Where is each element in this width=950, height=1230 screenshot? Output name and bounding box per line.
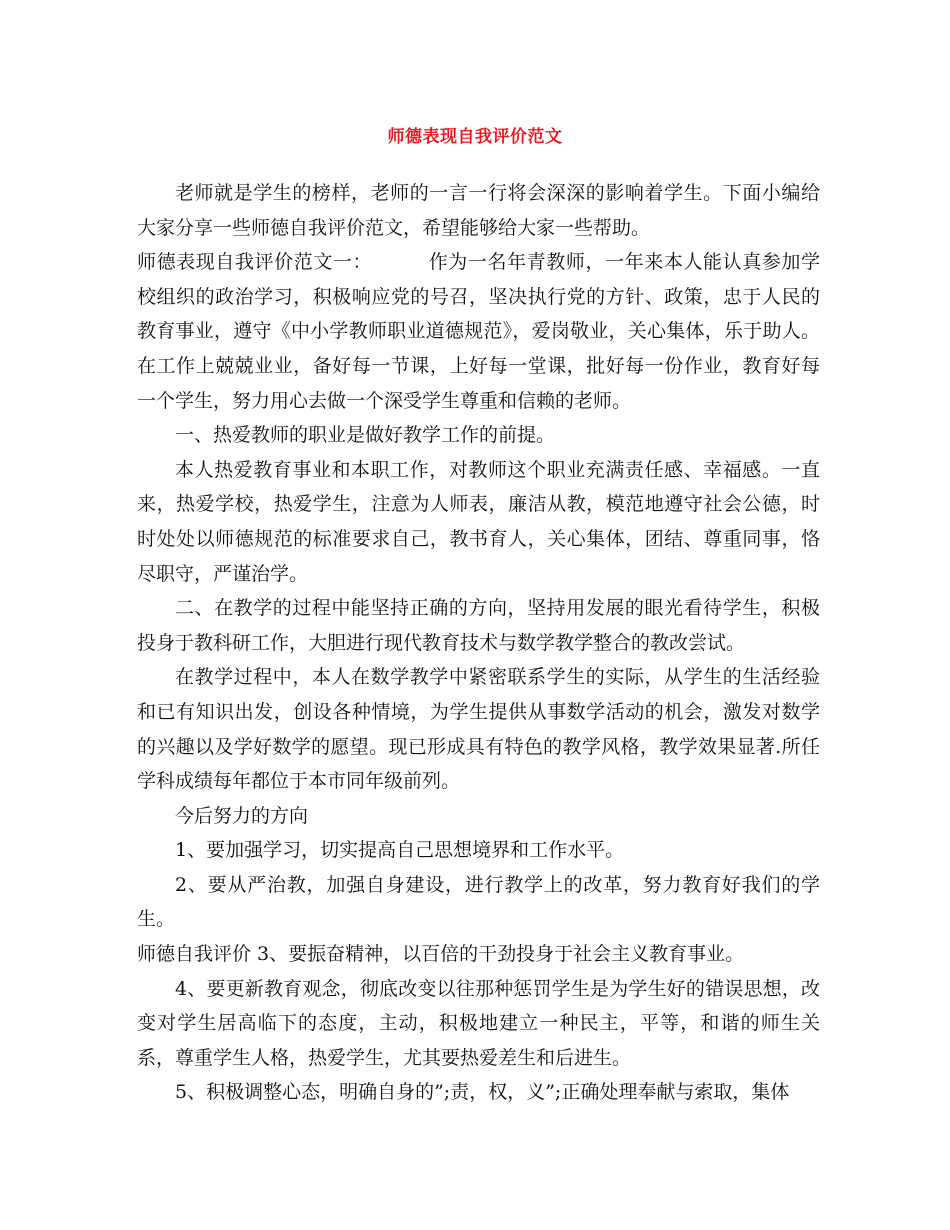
section-paragraph-1: 本人热爱教育事业和本职工作，对教师这个职业充满责任感、幸福感。一直来，热爱学校，热爱学生，注意为人师表，廉洁从教，模范地遵守社会公德，时时处处以师德规范的标准要求自己，教书育人，关心集体，团结、尊重同事，恪尽职守，严谨治学。 — [137, 458, 820, 585]
list-item-4: 4、要更新教育观念，彻底改变以往那种惩罚学生是为学生好的错误思想，改变对学生居高临下的态度，主动，积极地建立一种民主，平等，和谐的师生关系，尊重学生人格，热爱学生，尤其要热爱差生和后进生。 — [137, 977, 820, 1069]
section-paragraph-2: 在教学过程中，本人在数学教学中紧密联系学生的实际，从学生的生活经验和已有知识出发，创设各种情境，为学生提供从事数学活动的机会，激发对数学的兴趣以及学好数学的愿望。现已形成具有特色的教学风格，教学效果显著.所任学科成绩每年都位于本市同年级前列。 — [137, 666, 820, 793]
sample-body: 作为一名年青教师，一年来本人能认真参加学校组织的政治学习，积极响应党的号召，坚决执行党的方针、政策，忠于人民的教育事业，遵守《中小学教师职业道德规范》，爱岗敬业，关心集体，乐于助人。在工作上兢兢业业，备好每一节课，上好每一堂课，批好每一份作业，教育好每一个学生，努力用心去做一个深受学生尊重和信赖的老师。 — [137, 251, 820, 412]
document-title: 师德表现自我评价范文 — [387, 127, 563, 147]
list-item-2: 2、要从严治教，加强自身建设，进行教学上的改革，努力教育好我们的学生。 — [137, 873, 820, 931]
sample-paragraph — [137, 245, 820, 418]
intro-paragraph: 老师就是学生的榜样，老师的一言一行将会深深的影响着学生。下面小编给大家分享一些师德自我评价范文，希望能够给大家一些帮助。 — [137, 182, 820, 239]
section-heading-1: 一、热爱教师的职业是做好教学工作的前提。 — [175, 424, 556, 447]
list-item-3: 师德自我评价 3、要振奋精神，以百倍的干劲投身于社会主义教育事业。 — [137, 943, 745, 966]
list-item-1: 1、要加强学习，切实提高自己思想境界和工作水平。 — [175, 839, 625, 862]
section-heading-3: 今后努力的方向 — [175, 804, 309, 827]
list-item-5: 5、积极调整心态，明确自身的”;责，权，义”;正确处理奉献与索取，集体 — [175, 1081, 790, 1104]
section-heading-2: 二、在教学的过程中能坚持正确的方向，坚持用发展的眼光看待学生，积极投身于教科研工作，大胆进行现代教育技术与数学教学整合的教改尝试。 — [137, 597, 820, 654]
sample-label: 师德表现自我评价范文一： — [137, 251, 373, 274]
document-body — [137, 176, 820, 1110]
